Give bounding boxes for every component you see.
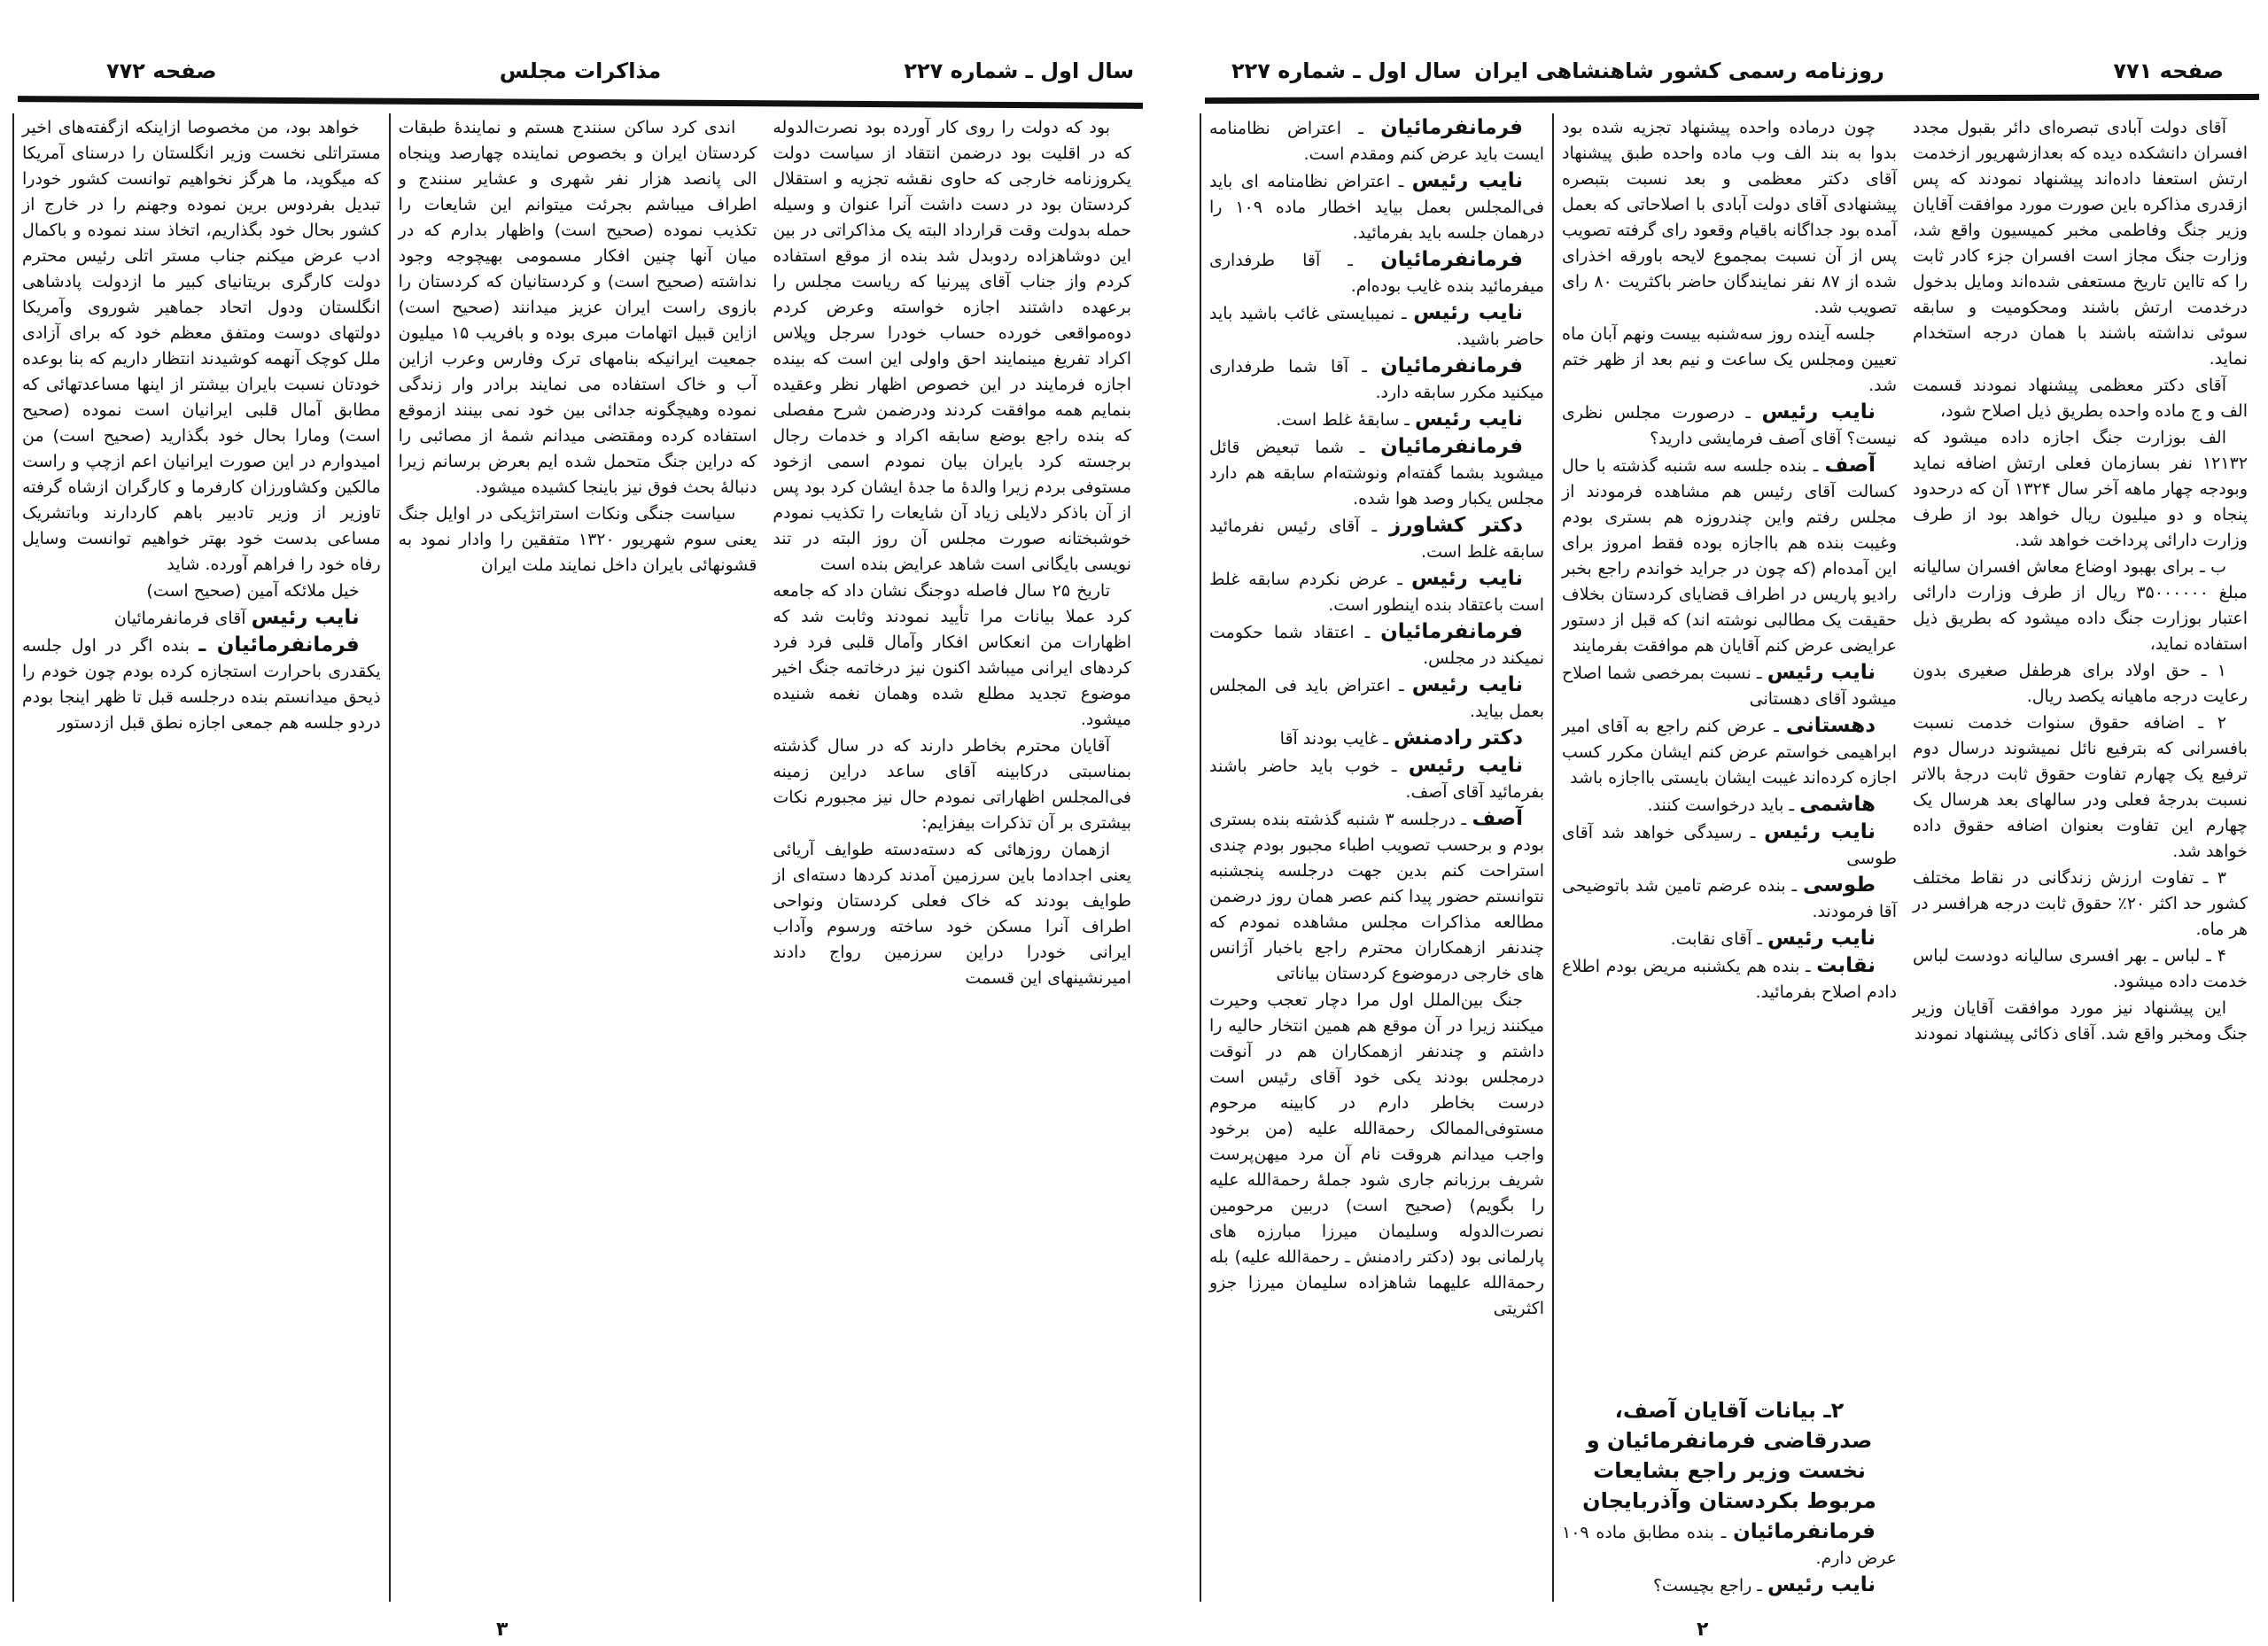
page-number: صفحه ۷۷۱ [2113, 58, 2224, 83]
speaker-name: فرمانفرمائیان [1733, 1520, 1876, 1543]
paragraph-text: آقای فرمانفرمائیان [113, 609, 246, 628]
paragraph-text: ـ آقای نقابت. [1670, 929, 1762, 949]
page-header [18, 53, 1143, 97]
speech-paragraph [1562, 819, 1897, 872]
columns [12, 113, 1139, 1602]
speech-paragraph [1209, 168, 1544, 246]
text-column [1552, 113, 1905, 1602]
speech-paragraph [1562, 713, 1897, 791]
header-rule [18, 96, 1143, 109]
paragraph-text: ۲ ـ اضافه حقوق سنوات خدمت نسبت بافسرانی که بترفیع نائل نمیشوند درسال دوم ترفیع یک چهارم تفاوت حقوق ثابت درجهٔ بالاتر نسبت بدرجهٔ فعلی ودر سالهای بعد هرسال یک چهارم این تفاوت بعنوان اضافه حقوق داده خواهد شد. [1913, 713, 2248, 861]
speaker-name: فرمانفرمائیان [1380, 248, 1523, 271]
paragraph-text: ـ سابقهٔ غلط است. [1276, 410, 1410, 430]
speaker-name: فرمانفرمائیان [1380, 435, 1524, 458]
paragraph-text: ـ عرض کنم راجع به آقای امیر ابراهیمی خواستم عرض کنم ایشان مکرر کسب اجازه کرده‌اند غیبت ایشان بایستی بااجازه باشد [1562, 717, 1897, 788]
text-paragraph [22, 115, 381, 578]
text-paragraph [1913, 658, 2248, 710]
text-paragraph [1913, 555, 2248, 657]
paragraph-text: چون درماده واحده پیشنهاد تجزیه شده بود بدوا به بند الف وب ماده واحده طبق پیشنهاد آقای دکتر معظمی و بعد نسبت بتبصره پیشنهادی آقای دولت آبادی با اصلاحاتی که بعمل آمده بود جداگانه باقیام وقعود رای گرفته تصویب پس از آن نسبت بمجموع لایحه باورقه اخذرای شده از ۸۷ نفر نمایندگان حاضر باکثریت ۸۰ رای تصویب شد. [1562, 118, 1897, 317]
paragraph-text: آقایان محترم بخاطر دارند که در سال گذشته بمناسبتی درکابینه آقای ساعد دراین زمینه فی‌المجلس اظهاراتی نمودم حال نیز مجبورم نکات بیشتری بر آن تذکرات بیفزایم: [773, 736, 1131, 833]
text-paragraph [773, 115, 1131, 578]
speech-paragraph [1209, 753, 1544, 805]
paragraph-text: ـ بنده هم یکشنبه مریض بودم اطلاع دادم اصلاح بفرمائید. [1562, 957, 1897, 1002]
text-paragraph [1562, 322, 1897, 399]
speech-paragraph [1562, 660, 1897, 712]
text-paragraph [1913, 425, 2248, 554]
speech-paragraph [1209, 353, 1544, 406]
speaker-name: دکتر کشاورز [1389, 514, 1523, 537]
paragraph-text: ب ـ برای بهبود اوضاع معاش افسران سالیانه مبلغ ۳۵۰۰۰۰۰۰ ریال از طرف وزارت دارائی اعتبار بوزارت جنگ داده میشود که بطریق ذیل استفاده نماید، [1913, 557, 2248, 654]
paragraph-text: ـ غایب بودند آقا [1279, 729, 1388, 749]
section-heading: ۲ـ بیانات آقایان آصف، صدرقاضی فرمانفرمائیان و نخست وزیر راجع بشایعات مربوط بکردستان وآذربایجان [1582, 1398, 1876, 1513]
paragraph-text: ـ درجلسه ۳ شنبه گذشته بنده بستری بودم و برحسب تصویب اطباء مجبور بودم چندی استراحت کنم بدین جهت درجلسه پنجشنبه نتوانستم حضور پیدا کنم عصر همان روز درضمن مطالعه مذاکرات مجلس مشاهده نمودم که چندنفر ازهمکاران محترم راجع باخبار آژانس های خارجی درموضوع کردستان بیاناتی [1209, 810, 1544, 983]
paragraph-text: بنده اگر در اول جلسه یکقدری باحرارت استجازه کرده بودم چون خودم را ذیحق میدانستم بنده درجلسه قبل تا ظهر اینجا بودم دردو جلسه هم جمعی اجازه نطق قبل ازدستور [21, 636, 381, 733]
speaker-name: فرمانفرمائیان [1380, 620, 1523, 643]
text-paragraph [1913, 710, 2248, 865]
paragraph-text: اندی کرد ساکن سنندج هستم و نمایندهٔ طبقات کردستان ایران و بخصوص نماینده چهارصد وپنجاه الی پانصد هزار نفر شهری و عشایر سنندج و اطراف میباشم بجرئت میتوانم این شایعات را تکذیب نموده (صحیح است) واظهار بدارم که در میان آنها چنین افکار مسمومی بهیچوجه وجود نداشته (صحیح است) و کردستانیان که کردستان را بازوی راست ایران عزیز میدانند (صحیح است) ازاین قبیل اتهامات مبری بوده و بافریب ۱۵ میلیون جمعیت ایرانیکه بنامهای ترک وفارس وعرب ازاین آب و خاک استفاده می نمایند برادر وار زندگی نموده وهیچگونه جدائی بین خود نمی بینند ازموقع استفاده کرده ومقتضی میدانم شمهٔ از مصائبی را که دراین جنگ متحمل شده ایم بعرض برسانم زیرا دنبالهٔ بحث فوق نیز باینجا کشیده میشود. [398, 118, 757, 497]
speaker-name: نایب رئیس [251, 606, 360, 629]
speaker-name: نایب رئیس [1413, 301, 1523, 324]
speaker-name: دهستانی [1785, 714, 1876, 737]
paragraph-text: ـ آقا طرفداری میفرمائید بنده غایب بوده‌ام. [1209, 251, 1544, 296]
speaker-name: فرمانفرمائیان ـ [198, 633, 360, 656]
speech-paragraph [1562, 926, 1897, 952]
speaker-name: آصف [1472, 807, 1524, 830]
footer-page-number: ۳ [496, 1619, 509, 1641]
speaker-name: نایب رئیس [1767, 661, 1876, 684]
speech-paragraph [1209, 672, 1544, 725]
speaker-name: نایب رئیس [1410, 567, 1523, 590]
speaker-name: نایب رئیس [1414, 408, 1523, 431]
speech-paragraph [1209, 726, 1544, 752]
paragraph-text: ـ راجع بچیست؟ [1652, 1576, 1762, 1596]
paragraph-text: خیل ملائکه آمین (صحیح است) [146, 581, 360, 601]
paragraph-text: ـ اعتراض باید فی المجلس بعمل بیاید. [1209, 676, 1544, 721]
paragraph-text: سیاست جنگی ونکات استراتژیکی در اوایل جنگ یعنی سوم شهریور ۱۳۲۰ متفقین را وادار نمود به قشونهائی بایران داخل نمایند ملت ایران [398, 504, 757, 575]
paragraph-text: آقای دولت آبادی تبصره‌ای دائر بقبول مجدد افسران دانشکده دیده که بعدازشهریور ازخدمت ارتش استعفا داده‌اند پیشنهاد نمودند که پس ازقدری مذاکره باین صورت مورد موافقت آقایان وزیر جنگ وفاطمی مخبر کمیسیون واقع شد، وزارت جنگ مجاز است افسران جزء کادر ثابت را که تااین تاریخ مستعفی شده‌اند ومایل بدخول درخدمت ارتش باشند ومحکومیت و سابقه سوئی نداشته باشند با همان درجه استخدام نماید. [1913, 118, 2248, 369]
speaker-name: نایب رئیس [1767, 927, 1876, 950]
paragraph-text: جلسه آینده روز سه‌شنبه بیست ونهم آبان ماه تعیین ومجلس یک ساعت و نیم بعد از ظهر ختم شد. [1562, 324, 1897, 395]
text-paragraph [1913, 996, 2248, 1047]
paragraph-text: ـ عرض نکردم سابقه غلط است باعتقاد بنده اینطور است. [1209, 570, 1544, 615]
paragraph-text: ـ بنده مطابق ماده ۱۰۹ عرض دارم. [1562, 1523, 1897, 1568]
speech-paragraph [22, 605, 381, 632]
text-paragraph [773, 734, 1131, 836]
speaker-name: نایب رئیس [1411, 169, 1523, 192]
speaker-name: نایب رئیس [1408, 754, 1523, 777]
speech-paragraph [1209, 806, 1544, 987]
speech-paragraph [1209, 115, 1544, 167]
speaker-name: فرمانفرمائیان [1380, 116, 1523, 139]
text-column [389, 113, 765, 1602]
paragraph-text: ـ اعتراض نظامنامه ایست باید عرض کنم ومقدم است. [1209, 119, 1544, 164]
speech-paragraph [1562, 453, 1897, 659]
speaker-name: هاشمی [1799, 793, 1876, 816]
speaker-name: نایب رئیس [1761, 400, 1876, 423]
speech-paragraph [1209, 566, 1544, 618]
running-title: روزنامه رسمی کشور شاهنشاهی ایران [1474, 58, 1884, 83]
paragraph-text: ازهمان روزهائی که دسته‌دسته طوایف آریائی یعنی اجدادما باین سرزمین آمدند کردها دسته‌ای از طوایف بودند که خاک فعلی کردستان ونواحی اطراف آنرا مسکن خود ساخته ورسوم وآداب ایرانی خودرا دراین سرزمین رواج دادند امیرنشینهای این قسمت [773, 840, 1131, 988]
paragraph-text: ـ شما تبعیض قائل میشوید بشما گفته‌ام ونوشته‌ام سابقه هم دارد مجلس یکبار وصد هوا شده. [1209, 438, 1544, 509]
paragraph-text: ـ رسیدگی خواهد شد آقای طوسی [1562, 823, 1897, 868]
issue-number: سال اول ـ شماره ۲۲۷ [1231, 58, 1462, 83]
page-number: صفحه ۷۷۲ [106, 58, 217, 83]
text-paragraph [1209, 988, 1544, 1322]
speech-paragraph [1562, 400, 1897, 452]
speech-paragraph [1562, 953, 1897, 1005]
speech-paragraph [1562, 1519, 1897, 1572]
speech-paragraph [1562, 792, 1897, 819]
paragraph-text: بود که دولت را روی کار آورده بود نصرت‌الدوله که در اقلیت بود درضمن انتقاد از سیاست دولت یکروزنامه خارجی که حاوی نقشه تجزیه و استقلال کردستان بود در دست داشت آنرا عنوان و وسیله حمله بدولت وقت قرارداد البته یک مذاکراتی در بین این دوشاهزاده ردوبدل شد بنده از موقع استفاده کردم واز جناب آقای پیرنیا که ریاست مجلس را برعهده داشتند اجازه خواسته وعرض کردم دوه‌مواقعی خورده حساب خودرا سرجل وپلاس اکراد تفریغ مینمایند احق واولی این است که بینده اجازه فرمایند در این خصوص اظهار نظر وعقیده بنمایم همه موافقت کردند ودرضمن شرح مفصلی که بنده راجع بوضع سابقه اکراد و خدمات رجال برجسته کرد بایران بیان نمودم اسمی ازخود مستوفی بردم زیرا والدهٔ ما جدهٔ ایشان کرد بود پس از آن باذکر دلایلی زیاد آن شایعات را تکذیب نمودم خوشبختانه صورت مجلس آن روز البته در تند نویسی بایگانی است شاهد عرایض بنده است [773, 118, 1131, 574]
text-column [1905, 113, 2256, 1602]
paragraph-text: ـ خوب باید حاضر باشند بفرمائید آقای آصف. [1209, 757, 1544, 802]
paragraph-text: ـ درصورت مجلس نظری نیست؟ آقای آصف فرمایشی دارید؟ [1562, 403, 1897, 448]
text-paragraph [22, 578, 381, 604]
speech-paragraph [1209, 434, 1544, 512]
paragraph-text: ـ آقای رئیس نفرمائید سابقه غلط است. [1209, 516, 1544, 562]
page-header [1205, 53, 2259, 97]
speaker-name: نقابت [1816, 954, 1876, 977]
paragraph-text: آقای دکتر معظمی پیشنهاد نمودند قسمت الف و ج ماده واحده بطریق ذیل اصلاح شود، [1913, 376, 2248, 421]
text-column [1200, 113, 1552, 1602]
paragraph-text: ـ باید درخواست کنند. [1647, 796, 1795, 815]
paragraph-text: ـ نسبت بمرخصی شما اصلاح میشود آقای دهستانی [1562, 664, 1897, 709]
text-column [765, 113, 1139, 1602]
paragraph-text: ـ بنده جلسه سه شنبه گذشته با حال کسالت آقای رئیس هم مشاهده فرمودند از مجلس رفتم واین چندروزه هم بستری بودم وغیبت بنده هم بااجازه بوده فقط امروز برای این آمده‌ام (که چون در جراید خواندم راجع بخبر رادیو پاریس در اطراف قضایای کردستان بخلاف حقیقت یک مطالبی نوشته اند) که قبل از دستور عرایضی عرض کنم آقایان هم موافقت بفرمایند [1562, 456, 1897, 656]
speaker-name: آصف [1824, 454, 1876, 477]
footer-page-number: ۲ [1697, 1619, 1709, 1641]
text-paragraph [399, 115, 757, 501]
paragraph-text: ـ بنده عرضم تامین شد باتوضیحی آقا فرمودند. [1562, 876, 1897, 921]
text-paragraph [1913, 943, 2248, 995]
paragraph-text: جنگ بین‌الملل اول مرا دچار تعجب وحیرت میکنند زیرا در آن موقع هم همین انتخار حالیه را داشتم و چندنفر ازهمکاران هم در آنوقت درمجلس بودند یکی خود آقای رئیس است درست بخاطر دارم در کابینه مرحوم مستوفی‌الممالک رحمة‌الله علیه (من برخود واجب میدانم هروقت نام آن مرد میهن‌پرست شریف برزبانم جاری شود جملهٔ رحمة‌الله علیه را بگویم) (صحیح است) دربین مرحومین نصرت‌الدوله وسلیمان میرزا مبارزه های پارلمانی بود (دکتر رادمنش ـ رحمة‌الله علیه) بله رحمة‌الله علیهما شاهزاده سلیمان میرزا جزو اکثریتی [1209, 990, 1544, 1318]
paragraph-text: این پیشنهاد نیز مورد موافقت آقایان وزیر جنگ ومخبر واقع شد. آقای ذکائی پیشنهاد نمودند [1913, 998, 2248, 1044]
text-paragraph [1562, 115, 1897, 321]
issue-number: سال اول ـ شماره ۲۲۷ [904, 58, 1134, 83]
paragraph-text: ـ اعتقاد شما حکومت نمیکند در مجلس. [1209, 623, 1544, 668]
speech-paragraph [1209, 407, 1544, 433]
paragraph-text: تاریخ ۲۵ سال فاصله دوجنگ نشان داد که جامعه کرد عملا بیانات مرا تأیید نمودند وثابت شد که اظهارات من انعکاس افکار وآمال قلبی فرد فرد کردهای ایرانی میباشد اکنون نیز درخاتمه جنگ اخیر موضوع تجدید مطلع شده وهمان نغمه شنیده میشود. [773, 581, 1131, 729]
columns [1200, 113, 2256, 1602]
speech-paragraph [22, 633, 381, 736]
paragraph-text: ۳ ـ تفاوت ارزش زندگانی در نقاط مختلف کشور حد اکثر ۲۰٪ حقوق ثابت درجه هرافسر در هر ماه. [1913, 868, 2248, 939]
speech-paragraph [1209, 300, 1544, 353]
text-paragraph [773, 837, 1131, 991]
speech-paragraph [1209, 247, 1544, 299]
text-paragraph [1913, 115, 2248, 372]
speaker-name: نایب رئیس [1764, 820, 1876, 843]
paragraph-text: ـ اعتراض نظامنامه ای باید فی‌المجلس بعمل بیاید اخطار ماده ۱۰۹ را درهمان جلسه باید بفرمائید. [1209, 172, 1544, 243]
text-paragraph [399, 501, 757, 578]
speaker-name: دکتر رادمنش [1394, 726, 1523, 749]
paragraph-text: خواهد بود، من مخصوصا ازاینکه ازگفته‌های اخیر مستراتلی نخست وزیر انگلستان را درسنای آمریکا که میگوید، ما هرگز نخواهیم توانست کشور خودرا تبدیل بفردوس برین نموده وجهنم را در خارج از کشور بحال خود بگذاریم، اتخاذ سند نموده و باکمال ادب عرض میکنم جناب مستر اتلی رئیس محترم دولت کارگری بریتانیای کبیر ما ازدولت پادشاهی انگلستان ودول اتحاد جماهیر شوروی وآمریکا دولتهای دوست ومتفق معظم خود که برای آزادی ملل کوچک آنهمه کوشیدند انتظار داریم که بنا بوعده خودتان نسبت بایران بیشتر از اینها مساعدتهائی که مطابق آمال قلبی ایرانیان است نموده (صحیح است) ومارا بحال خود بگذارید (صحیح است) من امیدوارم در این صورت ایرانیان اعم ازچپ و راست مالکین وکشاورزان کارفرما و کارگران ازشاه گرفته تاوزیر از وزیر تادبیر باهم کاردارند وباتشریک مساعی بدست خود بهتر خواهیم توانست وسایل رفاه خود را فراهم آورده. شاید [21, 118, 381, 574]
speech-paragraph [1209, 513, 1544, 565]
text-paragraph [1913, 373, 2248, 424]
speaker-name: نایب رئیس [1767, 1573, 1876, 1596]
speech-paragraph [1562, 1572, 1897, 1599]
speaker-name: فرمانفرمائیان [1380, 354, 1523, 377]
text-paragraph [773, 578, 1131, 733]
text-column [12, 113, 389, 1602]
paragraph-text: ۴ ـ لباس ـ بهر افسری سالیانه دودست لباس خدمت داده میشود. [1913, 946, 2248, 991]
speech-paragraph [1562, 873, 1897, 925]
paragraph-text: ـ نمیبایستی غائب باشید باید حاضر باشید. [1209, 304, 1544, 349]
speaker-name: طوسی [1803, 873, 1876, 897]
speech-paragraph [1209, 619, 1544, 672]
paragraph-text: الف بوزارت جنگ اجازه داده میشود که ۱۲۱۳۲ نفر بسازمان فعلی ارتش اضافه نماید وبودجه چهار ماهه آخر سال ۱۳۲۴ آن که درحدود پنجاه و دو میلیون ریال خواهد بود از طرف وزارت دارائی پرداخت خواهد شد. [1913, 428, 2249, 550]
paragraph-text: ۱ ـ حق اولاد برای هرطفل صغیری بدون رعایت درجه ماهیانه یکصد ریال. [1913, 661, 2248, 706]
text-paragraph [1913, 866, 2248, 943]
right-page [1187, 0, 2268, 1646]
paragraph-text: ـ آقا شما طرفداری میکنید مکرر سابقه دارد. [1209, 357, 1544, 402]
speaker-name: نایب رئیس [1411, 673, 1523, 696]
running-title: مذاکرات مجلس [499, 58, 662, 83]
